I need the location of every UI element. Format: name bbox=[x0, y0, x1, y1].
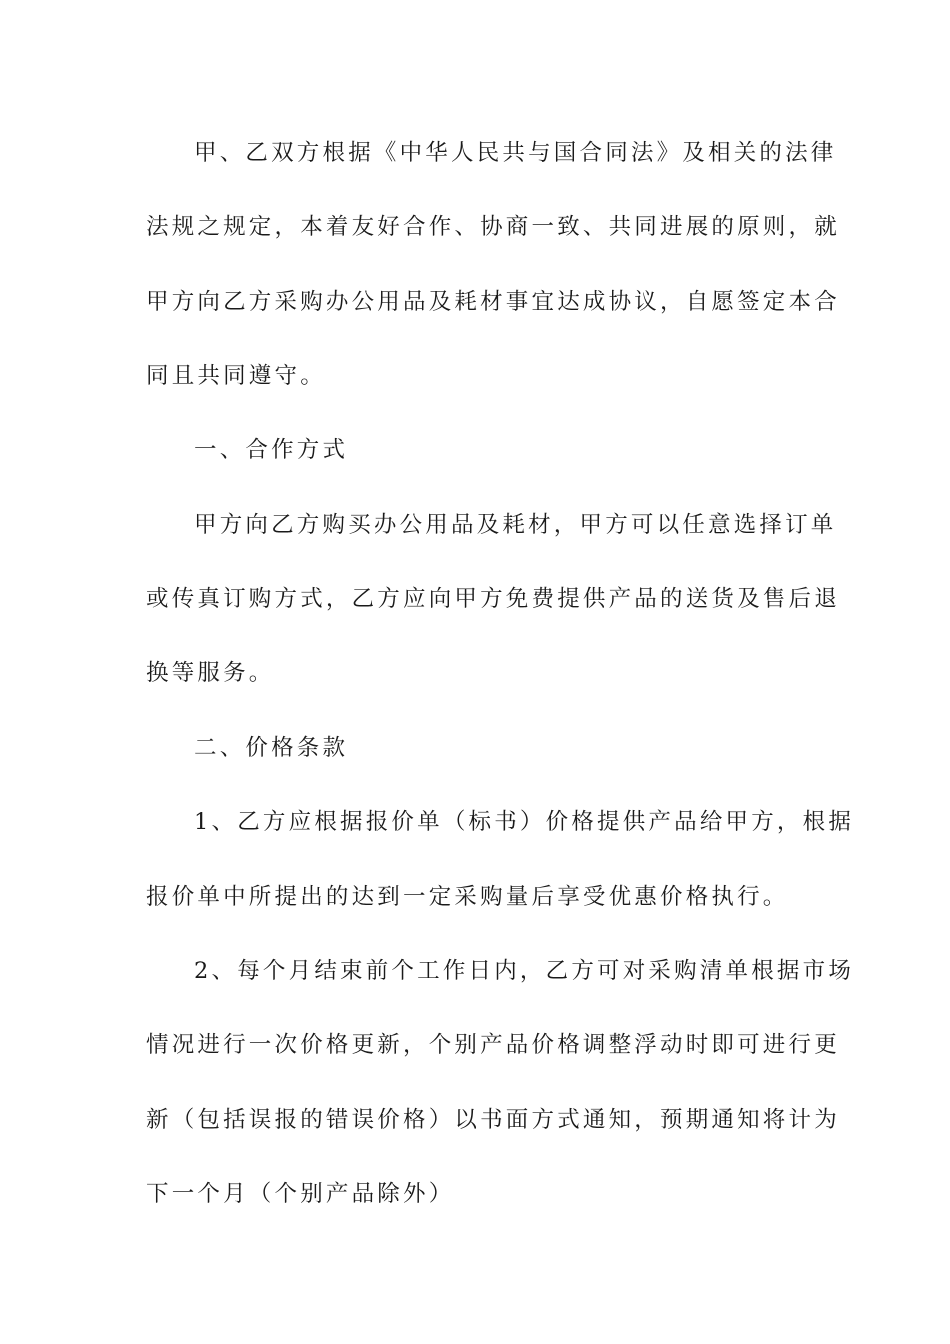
clause-2-line-3: 新（包括误报的错误价格）以书面方式通知，预期通知将计为 bbox=[146, 1107, 840, 1133]
clause-1-line-1: 1、乙方应根据报价单（标书）价格提供产品给甲方，根据 bbox=[194, 809, 855, 835]
paragraph-2-line-2: 或传真订购方式，乙方应向甲方免费提供产品的送货及售后退 bbox=[146, 586, 840, 612]
clause-2-line-1: 2、每个月结束前个工作日内，乙方可对采购清单根据市场 bbox=[194, 958, 855, 984]
paragraph-1-line-3: 甲方向乙方采购办公用品及耗材事宜达成协议，自愿签定本合 bbox=[146, 289, 840, 315]
section-heading-1: 一、合作方式 bbox=[194, 437, 349, 463]
paragraph-1-line-2: 法规之规定，本着友好合作、协商一致、共同进展的原则，就 bbox=[146, 214, 840, 240]
section-heading-2: 二、价格条款 bbox=[194, 735, 349, 761]
paragraph-1-line-4: 同且共同遵守。 bbox=[146, 363, 326, 389]
clause-2-line-4: 下一个月（个别产品除外） bbox=[146, 1181, 455, 1207]
paragraph-2-line-3: 换等服务。 bbox=[146, 660, 275, 686]
clause-2-line-2: 情况进行一次价格更新，个别产品价格调整浮动时即可进行更 bbox=[146, 1032, 840, 1058]
paragraph-2-line-1: 甲方向乙方购买办公用品及耗材，甲方可以任意选择订单 bbox=[194, 512, 837, 538]
paragraph-1-line-1: 甲、乙双方根据《中华人民共与国合同法》及相关的法律 bbox=[194, 140, 837, 166]
clause-1-line-2: 报价单中所提出的达到一定采购量后享受优惠价格执行。 bbox=[146, 884, 789, 910]
